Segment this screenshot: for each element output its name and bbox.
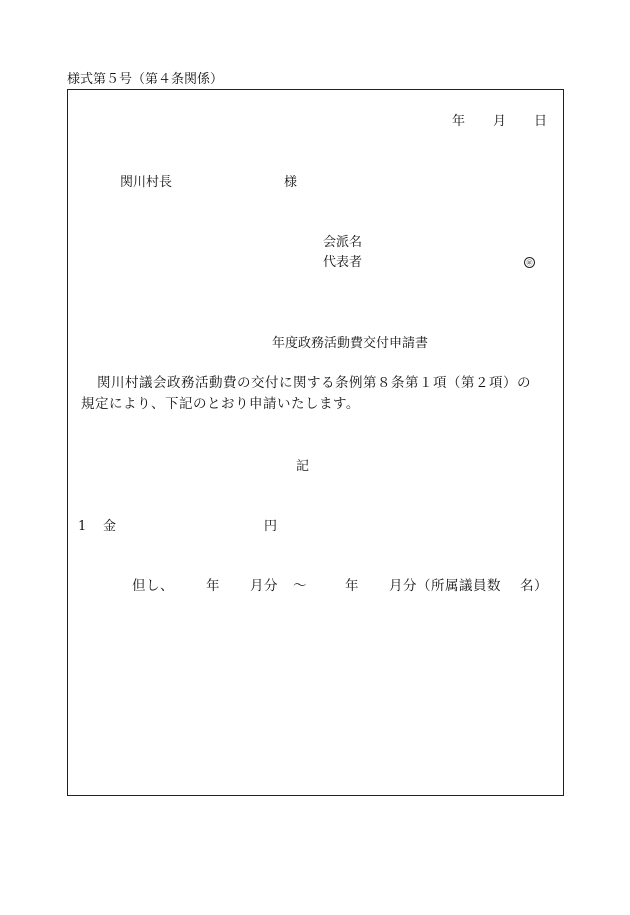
breakdown-year-1: 年 [206, 578, 220, 594]
breakdown-month-1: 月分 [250, 578, 278, 594]
amount-unit: 円 [264, 519, 278, 534]
amount-label: 金 [103, 519, 117, 534]
date-year: 年 [452, 114, 466, 129]
addressee-name: 関川村長 [120, 175, 173, 190]
breakdown-members-unit: 名） [520, 578, 548, 594]
body-line-2: 規定により、下記のとおり申請いたします。 [81, 396, 360, 412]
date-day: 日 [534, 114, 548, 129]
breakdown-month-2: 月分（所属議員数 [389, 578, 501, 594]
body-line-1: 関川村議会政務活動費の交付に関する条例第８条第１項（第２項）の [97, 375, 531, 391]
document-title: 年度政務活動費交付申請書 [272, 336, 429, 351]
amount-number: 1 [78, 519, 87, 534]
form-number: 様式第５号（第４条関係） [67, 72, 224, 87]
ki-heading: 記 [296, 459, 310, 474]
breakdown-tilde: ～ [293, 578, 307, 594]
date-month: 月 [493, 114, 507, 129]
addressee-honorific: 様 [284, 175, 298, 190]
form-frame [67, 89, 564, 796]
seal-mark: ㊞ [524, 257, 535, 268]
representative-label: 代表者 [323, 255, 363, 270]
group-name-label: 会派名 [323, 235, 363, 250]
breakdown-year-2: 年 [345, 578, 359, 594]
breakdown-prefix: 但し、 [132, 578, 174, 594]
